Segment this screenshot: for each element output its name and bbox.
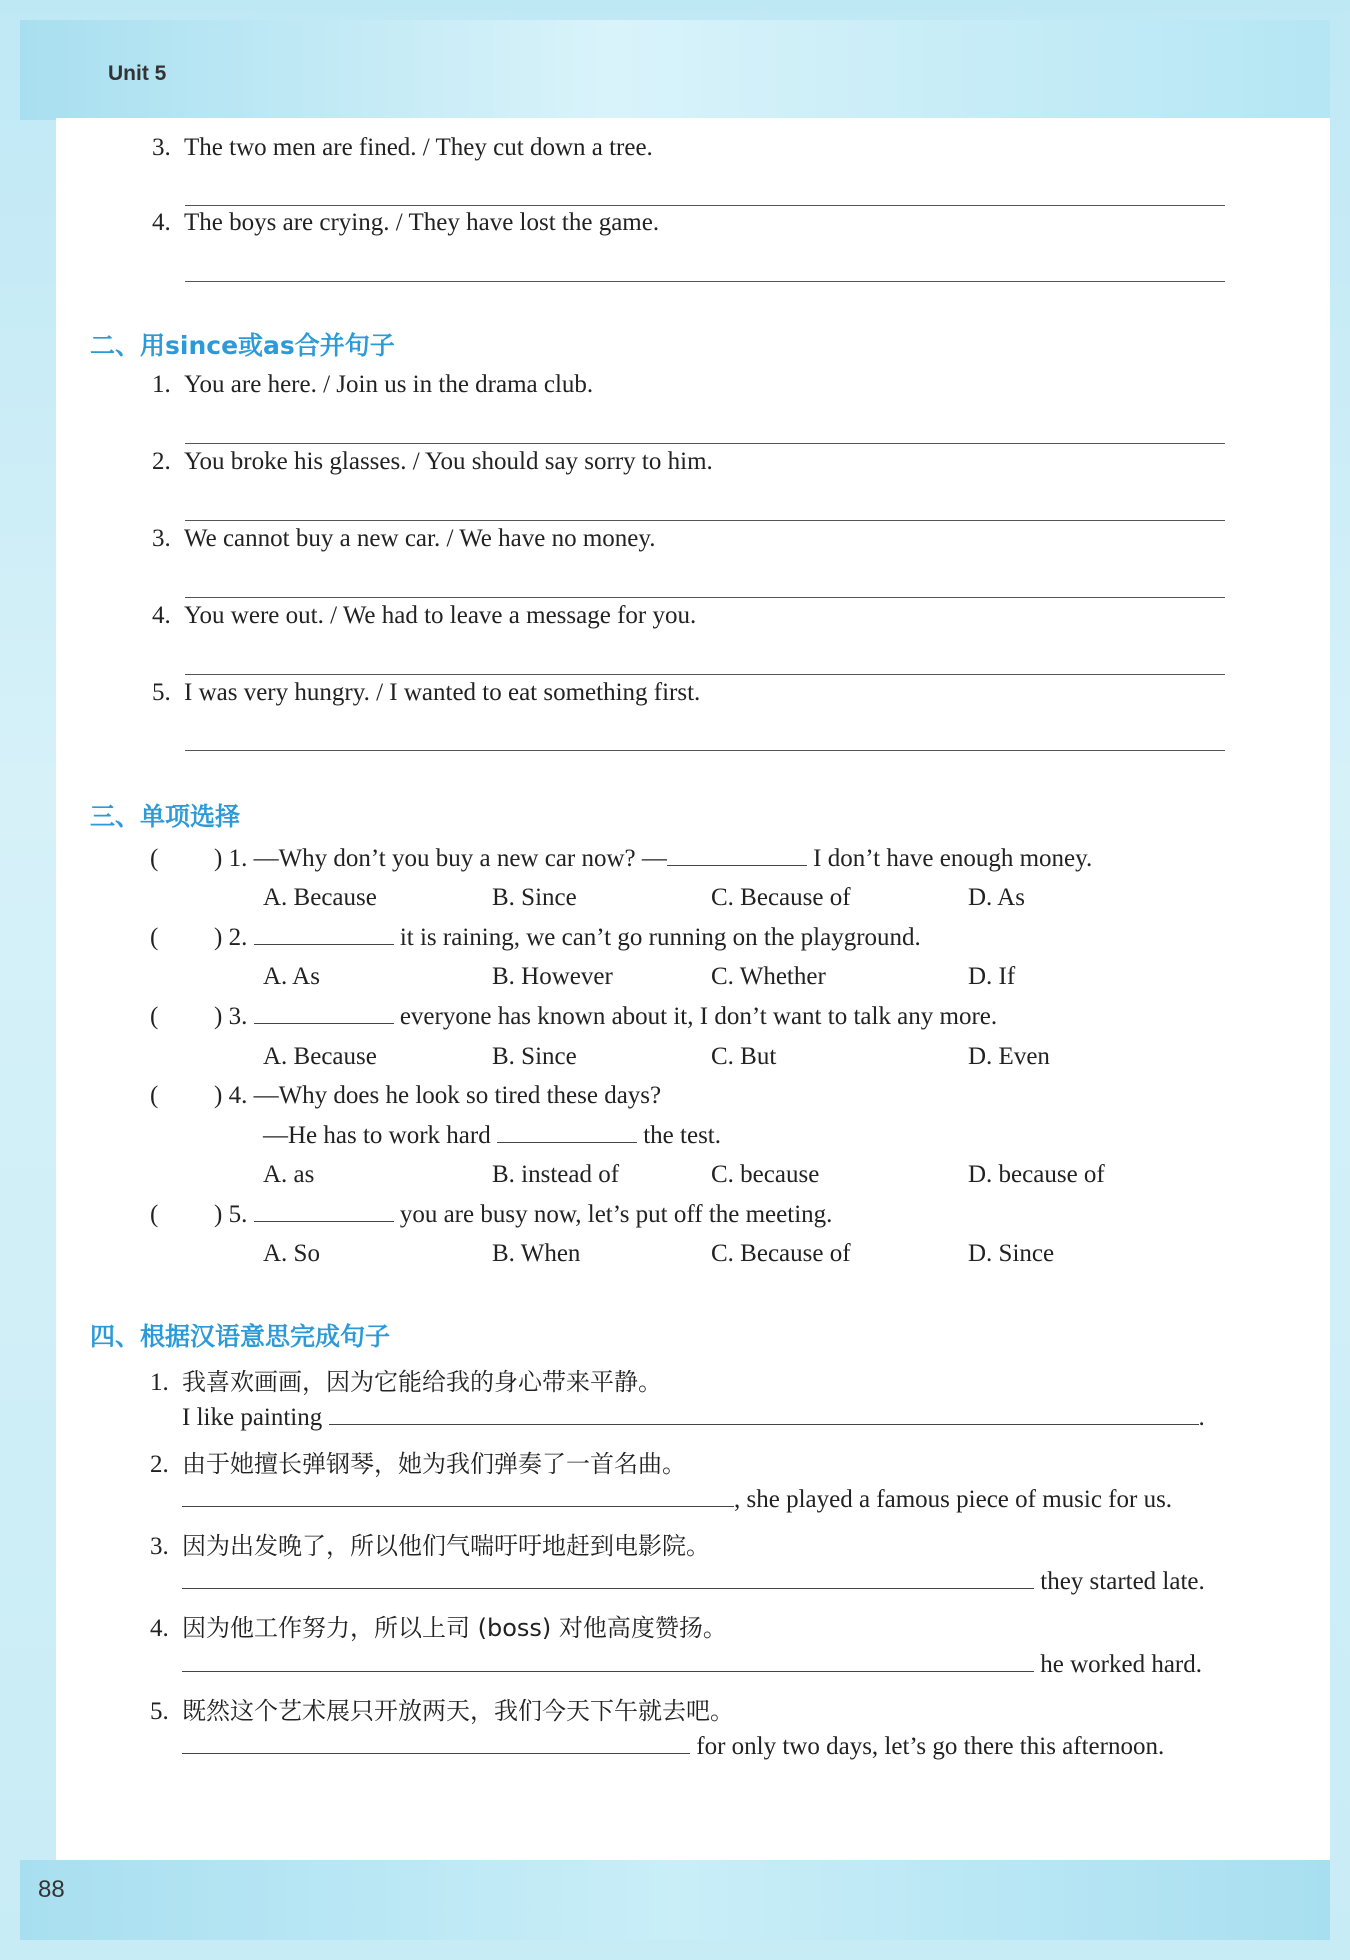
chinese-prompt: 1. 我喜欢画画，因为它能给我的身心带来平静。	[150, 1368, 662, 1396]
answer-bracket[interactable]: (	[150, 1082, 159, 1109]
question-line: 3. The two men are fined. / They cut down a tree.	[152, 134, 653, 161]
answer-bracket[interactable]: (	[150, 1201, 159, 1228]
fill-blank[interactable]	[329, 1404, 1199, 1425]
translation-line: he worked hard.	[182, 1651, 1202, 1679]
question-line: 3. We cannot buy a new car. / We have no money.	[152, 525, 656, 552]
fill-blank[interactable]	[254, 924, 394, 945]
question-line: 4. The boys are crying. / They have lost the game.	[152, 209, 660, 236]
answer-bracket[interactable]: (	[150, 924, 159, 951]
translation-line: I like painting .	[182, 1404, 1205, 1431]
mc-option[interactable]: D. As	[968, 884, 1025, 911]
mc-option[interactable]: A. as	[263, 1161, 315, 1188]
answer-line[interactable]	[185, 597, 1225, 598]
mc-question: ) 4. —Why does he look so tired these days?	[214, 1082, 662, 1109]
mc-option[interactable]: A. Because	[263, 1043, 377, 1070]
question-line: 4. You were out. / We had to leave a message for you.	[152, 602, 697, 629]
mc-option[interactable]: D. If	[968, 963, 1016, 990]
unit-label: Unit 5	[108, 62, 167, 85]
answer-line[interactable]	[185, 750, 1225, 751]
fill-blank[interactable]	[182, 1733, 690, 1754]
chinese-prompt: 2. 由于她擅长弹钢琴，她为我们弹奏了一首名曲。	[150, 1450, 686, 1478]
mc-option[interactable]: C. Because of	[711, 884, 851, 911]
fill-blank[interactable]	[254, 1003, 394, 1024]
chinese-prompt: 3. 因为出发晚了，所以他们气喘吁吁地赶到电影院。	[150, 1532, 710, 1560]
chinese-prompt: 5. 既然这个艺术展只开放两天，我们今天下午就去吧。	[150, 1697, 734, 1725]
answer-bracket[interactable]: (	[150, 845, 159, 872]
answer-line[interactable]	[185, 520, 1225, 521]
mc-question: ) 2. it is raining, we can’t go running on the playground.	[214, 924, 921, 951]
mc-option[interactable]: A. As	[263, 963, 320, 990]
mc-option[interactable]: B. When	[492, 1240, 581, 1267]
answer-line[interactable]	[185, 205, 1225, 206]
mc-option[interactable]: A. Because	[263, 884, 377, 911]
fill-blank[interactable]	[182, 1651, 1034, 1672]
mc-question: ) 5. you are busy now, let’s put off the meeting.	[214, 1201, 833, 1228]
mc-option[interactable]: B. instead of	[492, 1161, 620, 1188]
mc-option[interactable]: C. Because of	[711, 1240, 851, 1267]
mc-option[interactable]: C. because	[711, 1161, 820, 1188]
translation-line: for only two days, let’s go there this afternoon.	[182, 1733, 1164, 1761]
fill-blank[interactable]	[667, 845, 807, 866]
fill-blank[interactable]	[182, 1486, 734, 1507]
section-title-4: 四、根据汉语意思完成句子	[90, 1322, 391, 1351]
section-title-2: 二、用since或as合并句子	[90, 331, 395, 360]
question-line: 1. You are here. / Join us in the drama club.	[152, 371, 594, 398]
translation-line: , she played a famous piece of music for us.	[182, 1486, 1172, 1514]
answer-line[interactable]	[185, 281, 1225, 282]
question-line: 2. You broke his glasses. / You should say sorry to him.	[152, 448, 713, 475]
mc-option[interactable]: D. because of	[968, 1161, 1105, 1188]
mc-option[interactable]: C. But	[711, 1043, 777, 1070]
answer-line[interactable]	[185, 443, 1225, 444]
answer-line[interactable]	[185, 674, 1225, 675]
mc-option[interactable]: B. Since	[492, 884, 577, 911]
footer-banner	[20, 1860, 1330, 1940]
mc-option[interactable]: B. Since	[492, 1043, 577, 1070]
fill-blank[interactable]	[182, 1568, 1034, 1589]
mc-option[interactable]: D. Even	[968, 1043, 1050, 1070]
mc-option[interactable]: C. Whether	[711, 963, 826, 990]
mc-option[interactable]: A. So	[263, 1240, 320, 1267]
question-line: 5. I was very hungry. / I wanted to eat something first.	[152, 679, 701, 706]
fill-blank[interactable]	[497, 1122, 637, 1143]
mc-option[interactable]: B. However	[492, 963, 613, 990]
mc-question-line2: —He has to work hard the test.	[263, 1122, 721, 1149]
section-title-3: 三、单项选择	[90, 802, 241, 831]
header-banner	[20, 20, 1330, 120]
mc-option[interactable]: D. Since	[968, 1240, 1055, 1267]
translation-line: they started late.	[182, 1568, 1205, 1596]
answer-bracket[interactable]: (	[150, 1003, 159, 1030]
page-number: 88	[38, 1876, 65, 1903]
fill-blank[interactable]	[254, 1201, 394, 1222]
mc-question: ) 3. everyone has known about it, I don’t want to talk any more.	[214, 1003, 998, 1030]
chinese-prompt: 4. 因为他工作努力，所以上司 (boss) 对他高度赞扬。	[150, 1614, 727, 1642]
mc-question: ) 1. —Why don’t you buy a new car now? — I don’t have enough money.	[214, 845, 1093, 872]
